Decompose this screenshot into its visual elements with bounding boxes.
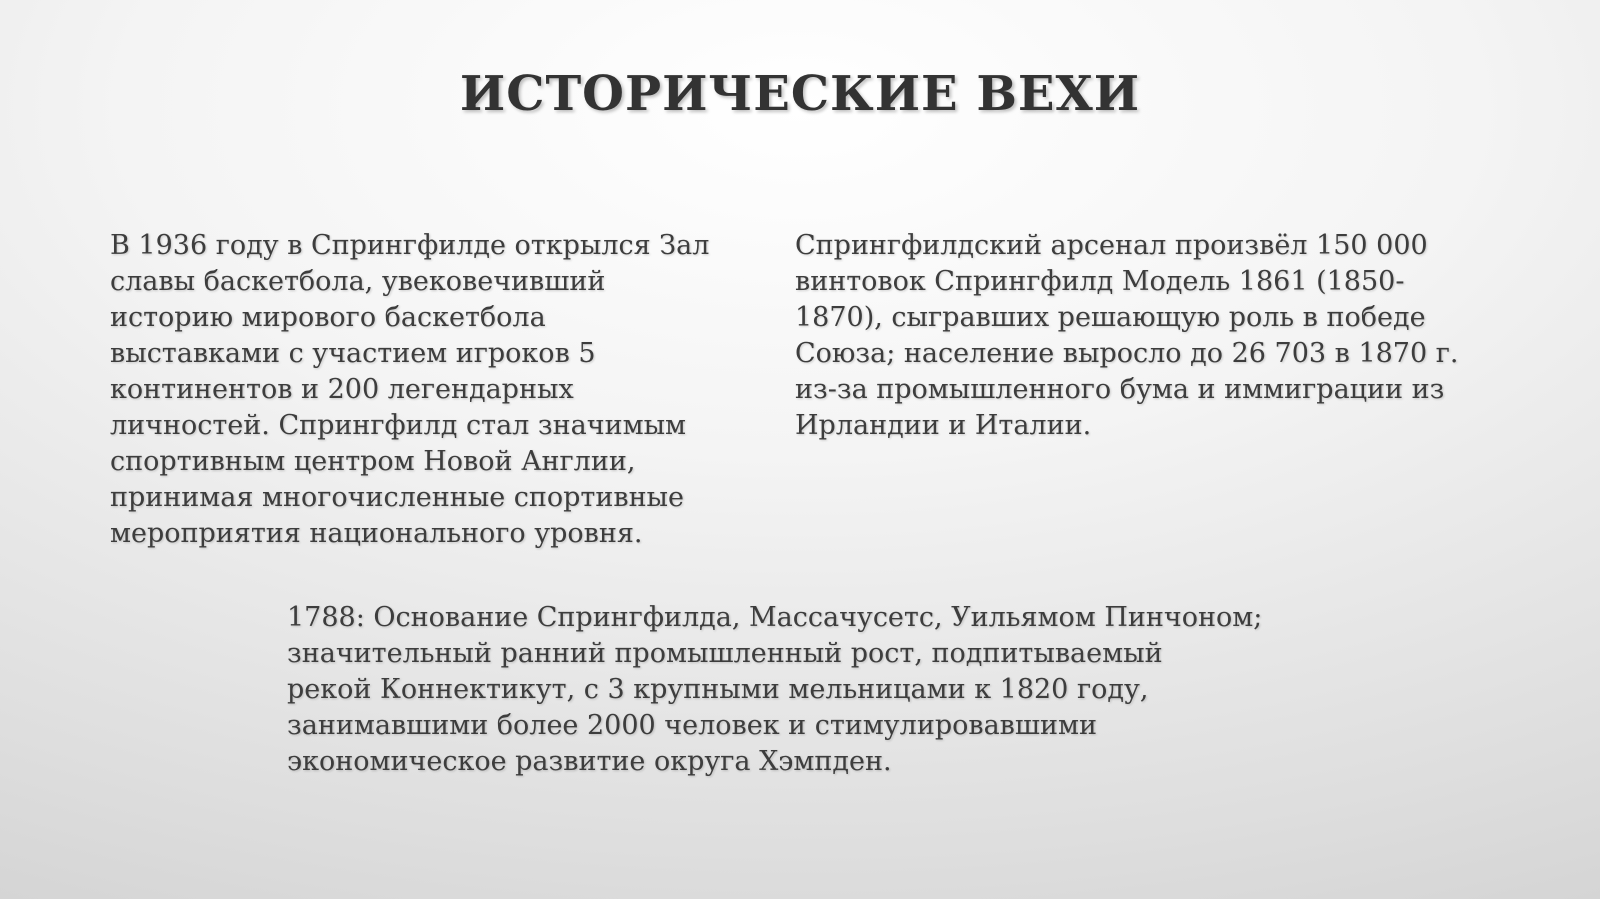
text-block-hall-of-fame: В 1936 году в Спрингфилде открылся Зал славы баскетбола, увековечивший историю мирового баскетбола выставками с участием игроков 5 континентов и 200 легендарных личностей. Спрингфилд стал значимым спортивным центром Новой Англии, принимая многочисленные спортивные мероприятия национального уровня. <box>110 230 710 549</box>
text-block-founding: 1788: Основание Спрингфилда, Массачусетс, Уильямом Пинчоном; значительный ранний промышленный рост, подпитываемый рекой Коннектикут, с 3 крупными мельницами к 1820 году, занимавшими более 2000 человек и стимулировавшими экономическое развитие округа Хэмпден. <box>287 602 1263 777</box>
slide-title: ИСТОРИЧЕСКИЕ ВЕХИ <box>459 66 1141 122</box>
text-block-arsenal: Спрингфилдский арсенал произвёл 150 000 винтовок Спрингфилд Модель 1861 (1850- 1870), сыгравших решающую роль в победе Союза; население выросло до 26 703 в 1870 г. из-за промышленного бума и иммиграции из Ирландии и Италии. <box>795 230 1459 441</box>
